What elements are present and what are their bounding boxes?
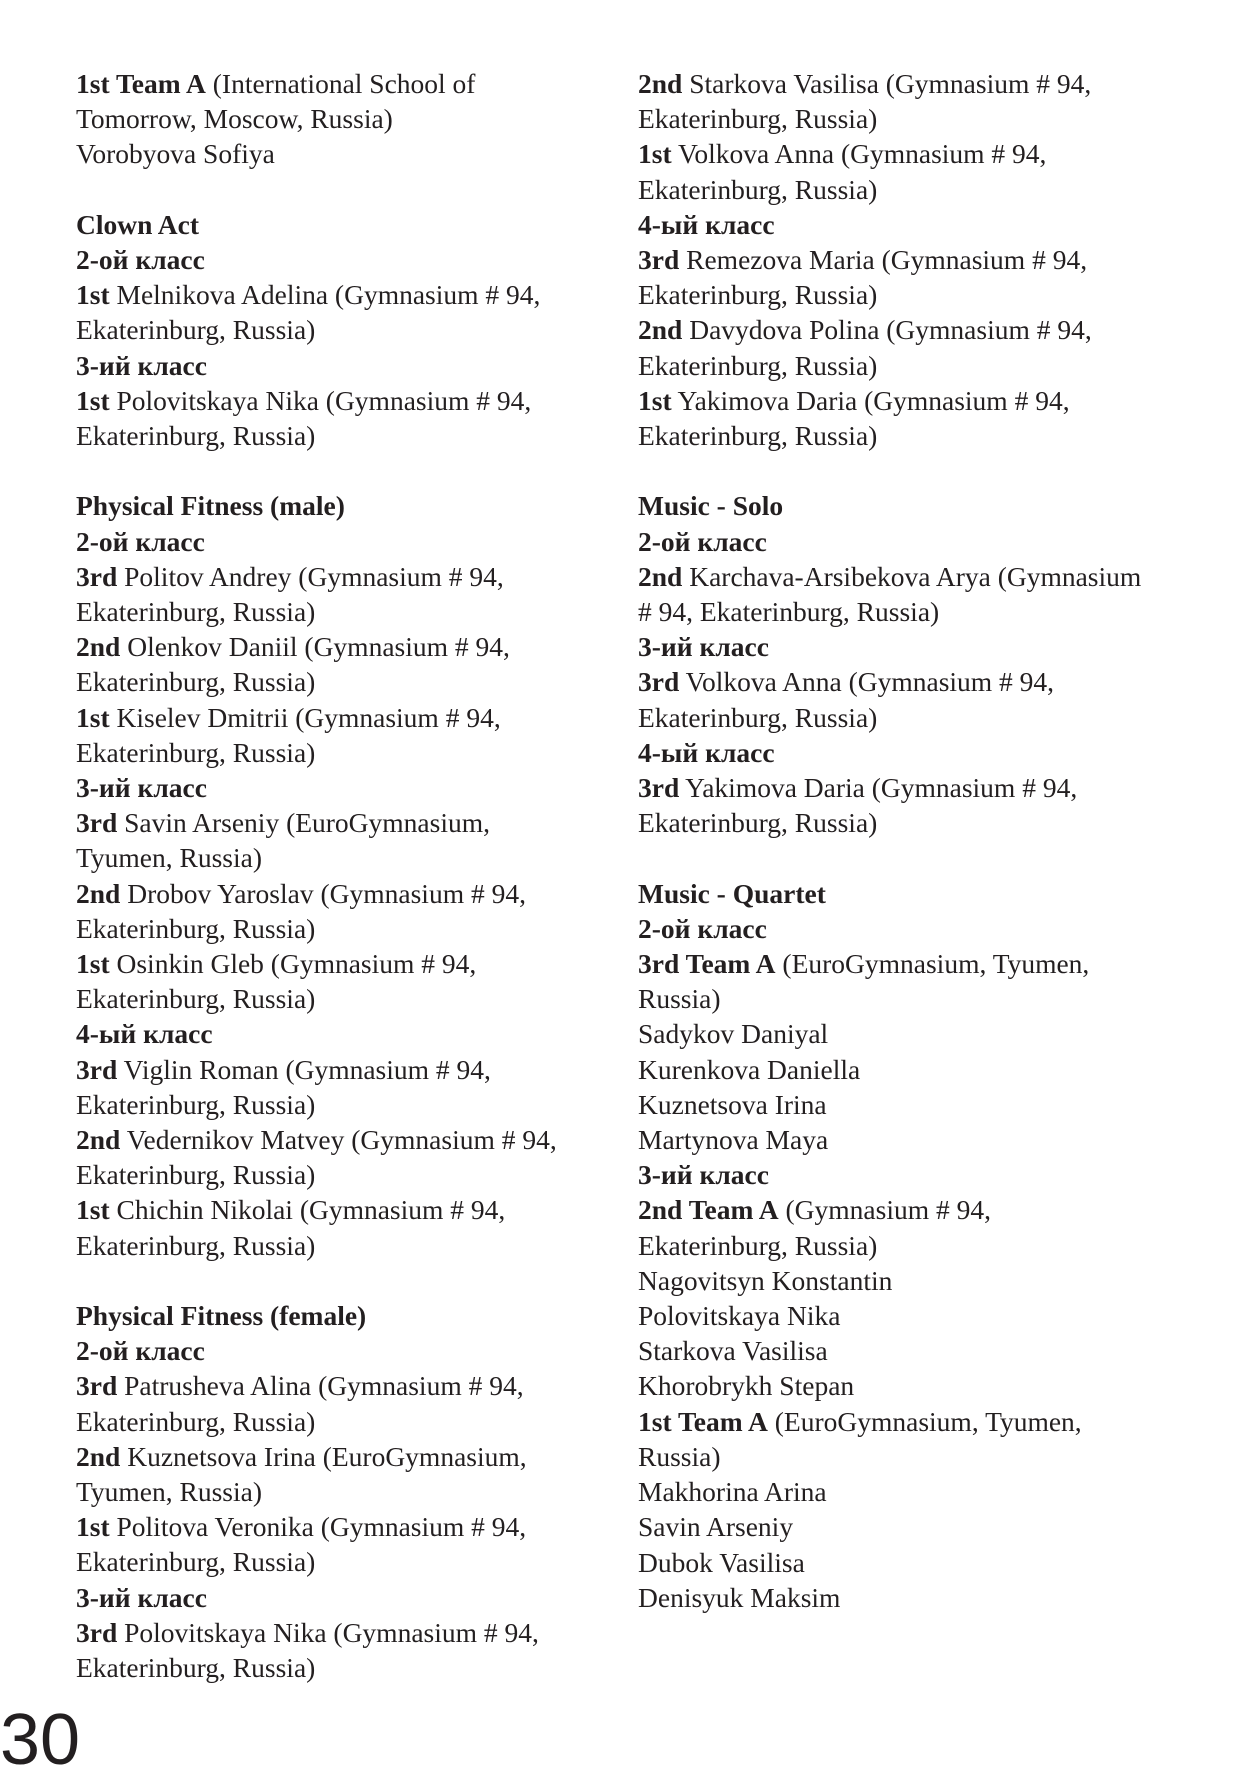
result-line xyxy=(638,172,1198,207)
section-heading: 3-ий класс xyxy=(76,349,207,381)
entry-text: Starkova Vasilisa (Gymnasium # 94, xyxy=(682,68,1092,99)
placement-label: 2nd Team A xyxy=(638,1194,779,1226)
entry-text: Chichin Nikolai (Gymnasium # 94, xyxy=(109,1194,506,1226)
result-line xyxy=(76,805,616,840)
result-line xyxy=(76,1192,616,1227)
placement-label: 2nd xyxy=(76,1124,121,1156)
result-line xyxy=(76,629,616,664)
result-line xyxy=(638,1368,1198,1403)
entry-text: Olenkov Daniil (Gymnasium # 94, xyxy=(120,631,510,663)
entry-text: Vedernikov Matvey (Gymnasium # 94, xyxy=(120,1124,557,1156)
entry-text: (International School of xyxy=(205,68,476,99)
result-line xyxy=(638,700,1198,735)
entry-text: Ekaterinburg, Russia) xyxy=(76,1229,316,1261)
entry-text: Kurenkova Daniella xyxy=(638,1053,861,1085)
entry-text: Kuznetsova Irina (EuroGymnasium, xyxy=(120,1440,527,1472)
result-line xyxy=(638,277,1198,312)
result-line xyxy=(638,1122,1198,1157)
placement-label: 2nd xyxy=(76,1440,121,1472)
section-heading: 4-ый класс xyxy=(76,1018,213,1050)
placement-label: 3rd xyxy=(76,1616,118,1648)
entry-text: Starkova Vasilisa xyxy=(638,1335,828,1367)
entry-text: Ekaterinburg, Russia) xyxy=(638,173,878,205)
result-line xyxy=(76,1544,616,1579)
entry-text: (Gymnasium # 94, xyxy=(778,1194,991,1226)
entry-text: Ekaterinburg, Russia) xyxy=(638,701,878,733)
result-line xyxy=(638,946,1198,981)
entry-text: Volkova Anna (Gymnasium # 94, xyxy=(679,666,1055,698)
result-line xyxy=(638,1545,1198,1580)
spacer xyxy=(638,453,1198,488)
entry-text: Remezova Maria (Gymnasium # 94, xyxy=(679,244,1088,276)
result-line xyxy=(76,840,616,875)
result-line xyxy=(638,101,1198,136)
placement-label: 1st xyxy=(638,138,672,170)
result-line xyxy=(76,700,616,735)
entry-text: # 94, Ekaterinburg, Russia) xyxy=(638,596,940,628)
result-line xyxy=(76,1228,616,1263)
result-line xyxy=(638,1439,1198,1474)
placement-label: 1st xyxy=(76,701,110,733)
entry-text: Russia) xyxy=(638,983,721,1015)
entry-text: Yakimova Daria (Gymnasium # 94, xyxy=(679,772,1078,804)
result-line xyxy=(638,242,1198,277)
entry-text: (EuroGymnasium, Tyumen, xyxy=(767,1405,1082,1437)
placement-label: 1st xyxy=(76,384,110,416)
result-line xyxy=(638,1404,1198,1439)
spacer xyxy=(76,453,616,488)
entry-text: Nagovitsyn Konstantin xyxy=(638,1264,893,1296)
placement-label: 1st xyxy=(76,1194,110,1226)
section-heading: 3-ий класс xyxy=(638,1159,769,1191)
section-heading: Music - Quartet xyxy=(638,877,826,909)
entry-text: Ekaterinburg, Russia) xyxy=(76,736,316,768)
result-line xyxy=(76,1509,616,1544)
result-line xyxy=(76,594,616,629)
entry-text: Kuznetsova Irina xyxy=(638,1088,827,1120)
entry-text: Politova Veronika (Gymnasium # 94, xyxy=(109,1511,527,1543)
placement-label: 2nd xyxy=(76,877,121,909)
placement-label: 1st xyxy=(76,279,110,311)
placement-label: 1st Team A xyxy=(76,68,206,99)
entry-text: Volkova Anna (Gymnasium # 94, xyxy=(671,138,1047,170)
placement-label: 1st xyxy=(638,384,672,416)
section-heading: 3-ий класс xyxy=(638,631,769,663)
section-heading: 2-ой класс xyxy=(638,912,767,944)
result-line xyxy=(76,911,616,946)
entry-text: Vorobyova Sofiya xyxy=(76,138,275,170)
entry-text: Ekaterinburg, Russia) xyxy=(76,912,316,944)
result-line xyxy=(76,1368,616,1403)
placement-label: 3rd xyxy=(638,244,680,276)
section-heading: 4-ый класс xyxy=(638,736,775,768)
result-line xyxy=(638,1052,1198,1087)
result-line xyxy=(638,770,1198,805)
entry-text: Sadykov Daniyal xyxy=(638,1018,829,1050)
entry-text: Dubok Vasilisa xyxy=(638,1546,805,1578)
entry-text: Davydova Polina (Gymnasium # 94, xyxy=(682,314,1092,346)
entry-text: Tyumen, Russia) xyxy=(76,1476,262,1508)
section-heading: Physical Fitness (female) xyxy=(76,1300,367,1332)
section-heading: Clown Act xyxy=(76,208,199,240)
result-line xyxy=(638,1228,1198,1263)
section-heading: 2-ой класс xyxy=(76,244,205,275)
entry-text: Savin Arseniy (EuroGymnasium, xyxy=(117,807,490,839)
entry-text: Polovitskaya Nika xyxy=(638,1300,841,1332)
placement-label: 3rd xyxy=(638,772,680,804)
entry-text: Melnikova Adelina (Gymnasium # 94, xyxy=(109,279,541,311)
entry-text: Ekaterinburg, Russia) xyxy=(638,349,878,381)
placement-label: 2nd xyxy=(638,560,683,592)
result-line xyxy=(76,876,616,911)
placement-label: 1st xyxy=(76,948,110,980)
placement-label: 2nd xyxy=(638,314,683,346)
result-line xyxy=(76,1087,616,1122)
entry-text: Ekaterinburg, Russia) xyxy=(76,1159,316,1191)
entry-text: Ekaterinburg, Russia) xyxy=(638,420,878,452)
placement-label: 3rd xyxy=(638,666,680,698)
result-line xyxy=(638,312,1198,347)
results-column-right xyxy=(638,66,1198,1615)
section-heading: 3-ий класс xyxy=(76,772,207,804)
results-column-left xyxy=(76,66,616,1685)
result-line xyxy=(638,348,1198,383)
result-line xyxy=(76,277,616,312)
result-line xyxy=(638,1580,1198,1615)
result-line xyxy=(638,1263,1198,1298)
section-heading: Music - Solo xyxy=(638,490,784,522)
result-line xyxy=(76,735,616,770)
result-line xyxy=(76,1404,616,1439)
entry-text: Osinkin Gleb (Gymnasium # 94, xyxy=(109,948,477,980)
section-heading: 3-ий класс xyxy=(76,1581,207,1613)
result-line xyxy=(76,66,616,101)
result-line xyxy=(638,1016,1198,1051)
result-line xyxy=(638,66,1198,101)
entry-text: Viglin Roman (Gymnasium # 94, xyxy=(117,1053,491,1085)
result-line xyxy=(76,101,616,136)
entry-text: Russia) xyxy=(638,1440,721,1472)
entry-text: Ekaterinburg, Russia) xyxy=(76,596,316,628)
entry-text: Ekaterinburg, Russia) xyxy=(76,983,316,1015)
entry-text: Ekaterinburg, Russia) xyxy=(638,1229,878,1261)
entry-text: Drobov Yaroslav (Gymnasium # 94, xyxy=(120,877,526,909)
result-line xyxy=(76,1650,616,1685)
section-heading: 2-ой класс xyxy=(76,525,205,557)
entry-text: Ekaterinburg, Russia) xyxy=(76,420,316,452)
entry-text: Makhorina Arina xyxy=(638,1476,827,1508)
placement-label: 3rd xyxy=(76,560,118,592)
entry-text: Ekaterinburg, Russia) xyxy=(76,1546,316,1578)
entry-text: Ekaterinburg, Russia) xyxy=(638,807,878,839)
placement-label: 3rd xyxy=(76,1053,118,1085)
result-line xyxy=(76,981,616,1016)
result-line xyxy=(638,136,1198,171)
entry-text: Martynova Maya xyxy=(638,1124,829,1156)
result-line xyxy=(638,1333,1198,1368)
entry-text: Polovitskaya Nika (Gymnasium # 94, xyxy=(109,384,532,416)
page-number: 30 xyxy=(0,1700,81,1780)
placement-label: 3rd xyxy=(76,1370,118,1402)
entry-text: Ekaterinburg, Russia) xyxy=(76,314,316,346)
entry-text: Savin Arseniy xyxy=(638,1511,794,1543)
placement-label: 1st xyxy=(76,1511,110,1543)
result-line xyxy=(638,1192,1198,1227)
result-line xyxy=(76,1615,616,1650)
entry-text: Khorobrykh Stepan xyxy=(638,1370,855,1402)
result-line xyxy=(76,1157,616,1192)
entry-text: Tyumen, Russia) xyxy=(76,842,262,874)
result-line xyxy=(638,1087,1198,1122)
result-line xyxy=(638,1509,1198,1544)
result-line xyxy=(76,136,616,171)
result-line xyxy=(638,418,1198,453)
result-line xyxy=(638,805,1198,840)
placement-label: 2nd xyxy=(76,631,121,663)
result-line xyxy=(76,559,616,594)
section-heading: 4-ый класс xyxy=(638,208,775,240)
entry-text: Kiselev Dmitrii (Gymnasium # 94, xyxy=(109,701,501,733)
result-line xyxy=(638,383,1198,418)
result-line xyxy=(76,1439,616,1474)
entry-text: Patrusheva Alina (Gymnasium # 94, xyxy=(117,1370,524,1402)
result-line xyxy=(76,1052,616,1087)
entry-text: Polovitskaya Nika (Gymnasium # 94, xyxy=(117,1616,539,1648)
entry-text: Ekaterinburg, Russia) xyxy=(76,1088,316,1120)
result-line xyxy=(638,1474,1198,1509)
result-line xyxy=(76,946,616,981)
placement-label: 3rd xyxy=(76,807,118,839)
result-line xyxy=(76,1122,616,1157)
section-heading: Physical Fitness (male) xyxy=(76,490,345,522)
result-line xyxy=(76,312,616,347)
placement-label: 2nd xyxy=(638,68,683,99)
entry-text: Karchava-Arsibekova Arya (Gymnasium xyxy=(682,560,1142,592)
result-line xyxy=(76,1474,616,1509)
result-line xyxy=(638,594,1198,629)
result-line xyxy=(76,664,616,699)
entry-text: Yakimova Daria (Gymnasium # 94, xyxy=(671,384,1070,416)
entry-text: Ekaterinburg, Russia) xyxy=(76,1652,316,1684)
spacer xyxy=(76,1263,616,1298)
result-line xyxy=(76,418,616,453)
entry-text: Ekaterinburg, Russia) xyxy=(76,1405,316,1437)
entry-text: Denisyuk Maksim xyxy=(638,1581,841,1613)
section-heading: 2-ой класс xyxy=(76,1335,205,1367)
result-line xyxy=(638,981,1198,1016)
result-line xyxy=(638,1298,1198,1333)
placement-label: 1st Team A xyxy=(638,1405,768,1437)
spacer xyxy=(638,840,1198,875)
entry-text: Ekaterinburg, Russia) xyxy=(638,103,878,135)
section-heading: 2-ой класс xyxy=(638,525,767,557)
entry-text: Tomorrow, Moscow, Russia) xyxy=(76,103,393,135)
result-line xyxy=(638,559,1198,594)
spacer xyxy=(76,172,616,207)
entry-text: (EuroGymnasium, Tyumen, xyxy=(775,948,1090,980)
entry-text: Ekaterinburg, Russia) xyxy=(76,666,316,698)
result-line xyxy=(76,383,616,418)
result-line xyxy=(638,664,1198,699)
entry-text: Ekaterinburg, Russia) xyxy=(638,279,878,311)
entry-text: Politov Andrey (Gymnasium # 94, xyxy=(117,560,504,592)
placement-label: 3rd Team A xyxy=(638,948,776,980)
